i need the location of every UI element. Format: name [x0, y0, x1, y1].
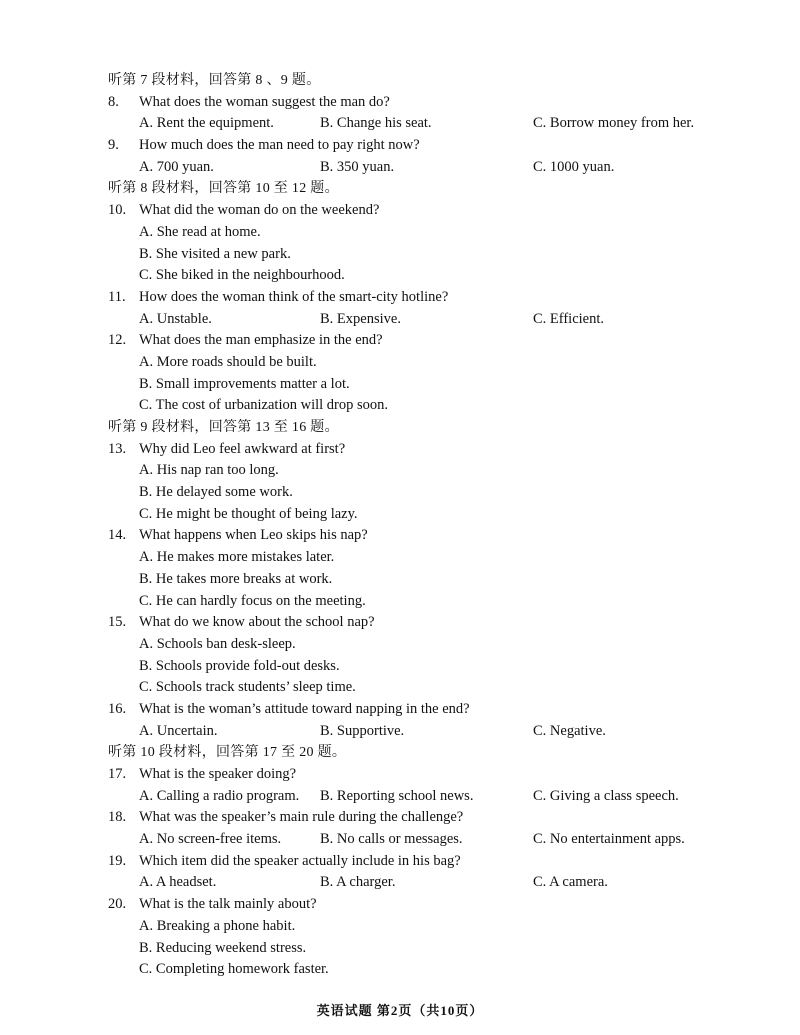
- question-row: [0, 612, 800, 634]
- answer-option: B. Supportive.: [320, 722, 405, 739]
- question-row: [0, 135, 800, 157]
- answer-option: C. She biked in the neighbourhood.: [139, 267, 345, 284]
- question-text: What did the woman do on the weekend?: [139, 202, 380, 219]
- answer-option: C. Completing homework faster.: [139, 961, 329, 978]
- option-row: [0, 265, 800, 287]
- question-row: [0, 200, 800, 222]
- answer-option: C. Negative.: [533, 722, 606, 739]
- options-row: [0, 309, 800, 331]
- answer-option: B. Small improvements matter a lot.: [139, 375, 350, 392]
- option-row: [0, 460, 800, 482]
- question-row: [0, 894, 800, 916]
- answer-option: B. Reducing weekend stress.: [139, 939, 307, 956]
- answer-option: B. He takes more breaks at work.: [139, 570, 333, 587]
- answer-option: B. Change his seat.: [320, 115, 432, 132]
- page-footer: 英语试题 第2页（共10页）: [316, 1003, 484, 1018]
- option-row: [0, 222, 800, 244]
- answer-option: A. His nap ran too long.: [139, 462, 279, 479]
- question-number: 16.: [108, 700, 127, 717]
- question-row: [0, 525, 800, 547]
- option-row: [0, 591, 800, 613]
- answer-option: B. No calls or messages.: [320, 831, 463, 848]
- question-row: [0, 764, 800, 786]
- question-row: [0, 287, 800, 309]
- listening-questions: [0, 70, 800, 981]
- answer-option: B. She visited a new park.: [139, 245, 291, 262]
- options-row: [0, 786, 800, 808]
- answer-option: A. Schools ban desk-sleep.: [139, 635, 296, 652]
- answer-option: B. Schools provide fold-out desks.: [139, 657, 340, 674]
- section-heading: 听第 9 段材料，回答第 13 至 16 题。: [108, 420, 339, 435]
- answer-option: C. The cost of urbanization will drop soon.: [139, 397, 389, 414]
- section-heading: 听第 8 段材料，回答第 10 至 12 题。: [108, 181, 339, 197]
- option-row: [0, 374, 800, 396]
- answer-option: C. Giving a class speech.: [533, 787, 679, 804]
- question-row: [0, 699, 800, 721]
- answer-option: B. A charger.: [320, 874, 396, 891]
- question-text: What was the speaker’s main rule during the challenge?: [139, 809, 464, 826]
- answer-option: C. A camera.: [533, 874, 608, 891]
- answer-option: B. Reporting school news.: [320, 787, 474, 804]
- answer-option: C. Schools track students’ sleep time.: [139, 679, 356, 696]
- question-text: How much does the man need to pay right now?: [139, 137, 420, 154]
- section-heading: 听第 7 段材料，回答第 8 、9 题。: [108, 73, 321, 88]
- options-row: [0, 872, 800, 894]
- option-row: [0, 395, 800, 417]
- options-row: [0, 113, 800, 135]
- answer-option: C. Efficient.: [533, 310, 605, 327]
- answer-option: A. She read at home.: [139, 223, 261, 240]
- options-row: [0, 157, 800, 179]
- answer-option: A. Rent the equipment.: [139, 115, 274, 132]
- option-row: [0, 569, 800, 591]
- answer-option: C. He can hardly focus on the meeting.: [139, 592, 366, 609]
- question-number: 8.: [108, 93, 119, 110]
- answer-option: A. A headset.: [139, 874, 217, 891]
- answer-option: C. No entertainment apps.: [533, 831, 685, 848]
- question-number: 14.: [108, 527, 127, 544]
- question-text: What is the talk mainly about?: [139, 896, 317, 913]
- options-row: [0, 829, 800, 851]
- question-number: 13.: [108, 440, 127, 457]
- question-text: What does the man emphasize in the end?: [139, 332, 383, 349]
- question-text: What does the woman suggest the man do?: [139, 93, 390, 110]
- question-number: 9.: [108, 137, 119, 154]
- answer-option: A. 700 yuan.: [139, 158, 214, 175]
- question-text: How does the woman think of the smart-city hotline?: [139, 288, 449, 305]
- answer-option: A. Uncertain.: [139, 722, 218, 739]
- option-row: [0, 634, 800, 656]
- question-row: [0, 851, 800, 873]
- answer-option: B. 350 yuan.: [320, 158, 395, 175]
- option-row: [0, 244, 800, 266]
- question-text: What do we know about the school nap?: [139, 614, 375, 631]
- answer-option: A. More roads should be built.: [139, 353, 317, 370]
- answer-option: B. He delayed some work.: [139, 484, 293, 501]
- question-text: What is the speaker doing?: [139, 766, 297, 782]
- question-number: 11.: [108, 288, 126, 305]
- answer-option: A. No screen-free items.: [139, 831, 282, 848]
- option-row: [0, 352, 800, 374]
- question-text: What is the woman’s attitude toward napping in the end?: [139, 700, 470, 717]
- question-number: 18.: [108, 809, 127, 826]
- question-row: [0, 807, 800, 829]
- answer-option: C. 1000 yuan.: [533, 158, 615, 175]
- question-number: 10.: [108, 202, 127, 219]
- question-row: [0, 330, 800, 352]
- option-row: [0, 656, 800, 678]
- question-number: 17.: [108, 766, 127, 782]
- option-row: [0, 959, 800, 981]
- option-row: [0, 504, 800, 526]
- question-text: Why did Leo feel awkward at first?: [139, 440, 346, 457]
- question-number: 20.: [108, 896, 127, 913]
- option-row: [0, 482, 800, 504]
- answer-option: A. Breaking a phone habit.: [139, 917, 296, 934]
- answer-option: C. Borrow money from her.: [533, 115, 695, 132]
- answer-option: C. He might be thought of being lazy.: [139, 505, 358, 522]
- answer-option: A. He makes more mistakes later.: [139, 549, 335, 566]
- question-text: What happens when Leo skips his nap?: [139, 527, 368, 544]
- option-row: [0, 938, 800, 960]
- option-row: [0, 547, 800, 569]
- question-number: 12.: [108, 332, 127, 349]
- answer-option: A. Calling a radio program.: [139, 787, 300, 804]
- options-row: [0, 721, 800, 743]
- option-row: [0, 677, 800, 699]
- answer-option: B. Expensive.: [320, 310, 401, 327]
- question-row: [0, 92, 800, 114]
- section-heading: 听第 10 段材料，回答第 17 至 20 题。: [108, 745, 347, 761]
- question-number: 15.: [108, 614, 127, 631]
- answer-option: A. Unstable.: [139, 310, 212, 327]
- question-row: [0, 439, 800, 461]
- question-number: 19.: [108, 852, 127, 869]
- option-row: [0, 916, 800, 938]
- question-text: Which item did the speaker actually include in his bag?: [139, 852, 461, 869]
